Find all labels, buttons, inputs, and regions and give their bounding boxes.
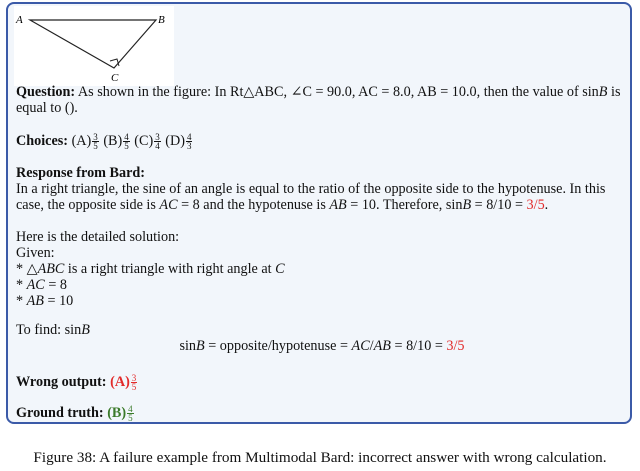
figure-background [14, 6, 174, 86]
given-item-3: * AB = 10 [16, 293, 74, 309]
detail-intro: Here is the detailed solution: [16, 229, 180, 245]
choices-label: Choices: [16, 133, 69, 149]
question-line-1 [16, 84, 628, 100]
example-box [6, 2, 632, 424]
choice-d-fraction: $\frac{4}{3}$ [186, 132, 192, 151]
given-item-2: * AC = 8 [16, 277, 67, 293]
response-line-2: case, the opposite side is AC = 8 and the hypotenuse is AB = 10. Therefore, sinB = 8/10 = 3/5. [16, 197, 549, 213]
choice-a-fraction: $\frac{3}{5}$ [93, 132, 98, 151]
ground-truth-fraction: $\frac{4}{5}$ [128, 404, 133, 423]
question-var: B [598, 84, 608, 100]
question-text: As shown in the figure: In Rt△ABC, ∠C = 90.0, AC = 8.0, AB = 10.0, then the value of sin [77, 84, 599, 100]
question-label: Question: [16, 84, 76, 100]
choice-b-letter: (B) [103, 133, 123, 149]
response-wrong-value: 3/5 [526, 197, 545, 213]
figure-caption: Figure 38: A failure example from Multimodal Bard: incorrect answer with wrong calculation. [33, 449, 607, 466]
solution-equation: sinB = opposite/hypotenuse = AC/AB = 8/10 = 3/5 [179, 338, 465, 354]
to-find-line: To find: sinB [16, 322, 90, 338]
choices-line [16, 133, 628, 150]
vertex-label-a: A [16, 14, 23, 26]
vertex-label-c: C [111, 72, 119, 84]
triangle-figure [14, 6, 174, 86]
ground-truth-letter: (B) [107, 405, 127, 421]
equation-wrong-value: 3/5 [446, 338, 465, 354]
ground-truth-label: Ground truth: [16, 405, 104, 421]
choice-c-fraction: $\frac{3}{4}$ [155, 132, 160, 151]
choice-d-letter: (D) [165, 133, 185, 149]
given-item-1: * △ABC is a right triangle with right angle at C [16, 261, 285, 277]
choice-a-letter: (A) [71, 133, 92, 149]
ground-truth-line [16, 405, 628, 422]
response-heading: Response from Bard: [16, 165, 145, 181]
question-text-2: is [607, 84, 621, 100]
wrong-output-label: Wrong output: [16, 374, 107, 390]
vertex-label-b: B [158, 14, 165, 26]
choice-b-fraction: $\frac{4}{5}$ [124, 132, 129, 151]
wrong-output-line [16, 374, 628, 391]
response-line-1: In a right triangle, the sine of an angle is equal to the ratio of the opposite side to the hypotenuse. In this [16, 181, 606, 197]
wrong-output-fraction: $\frac{3}{5}$ [131, 373, 137, 392]
question-line-2: equal to (). [16, 100, 78, 116]
given-label: Given: [16, 245, 55, 261]
choice-c-letter: (C) [134, 133, 154, 149]
wrong-output-letter: (A) [110, 374, 130, 390]
